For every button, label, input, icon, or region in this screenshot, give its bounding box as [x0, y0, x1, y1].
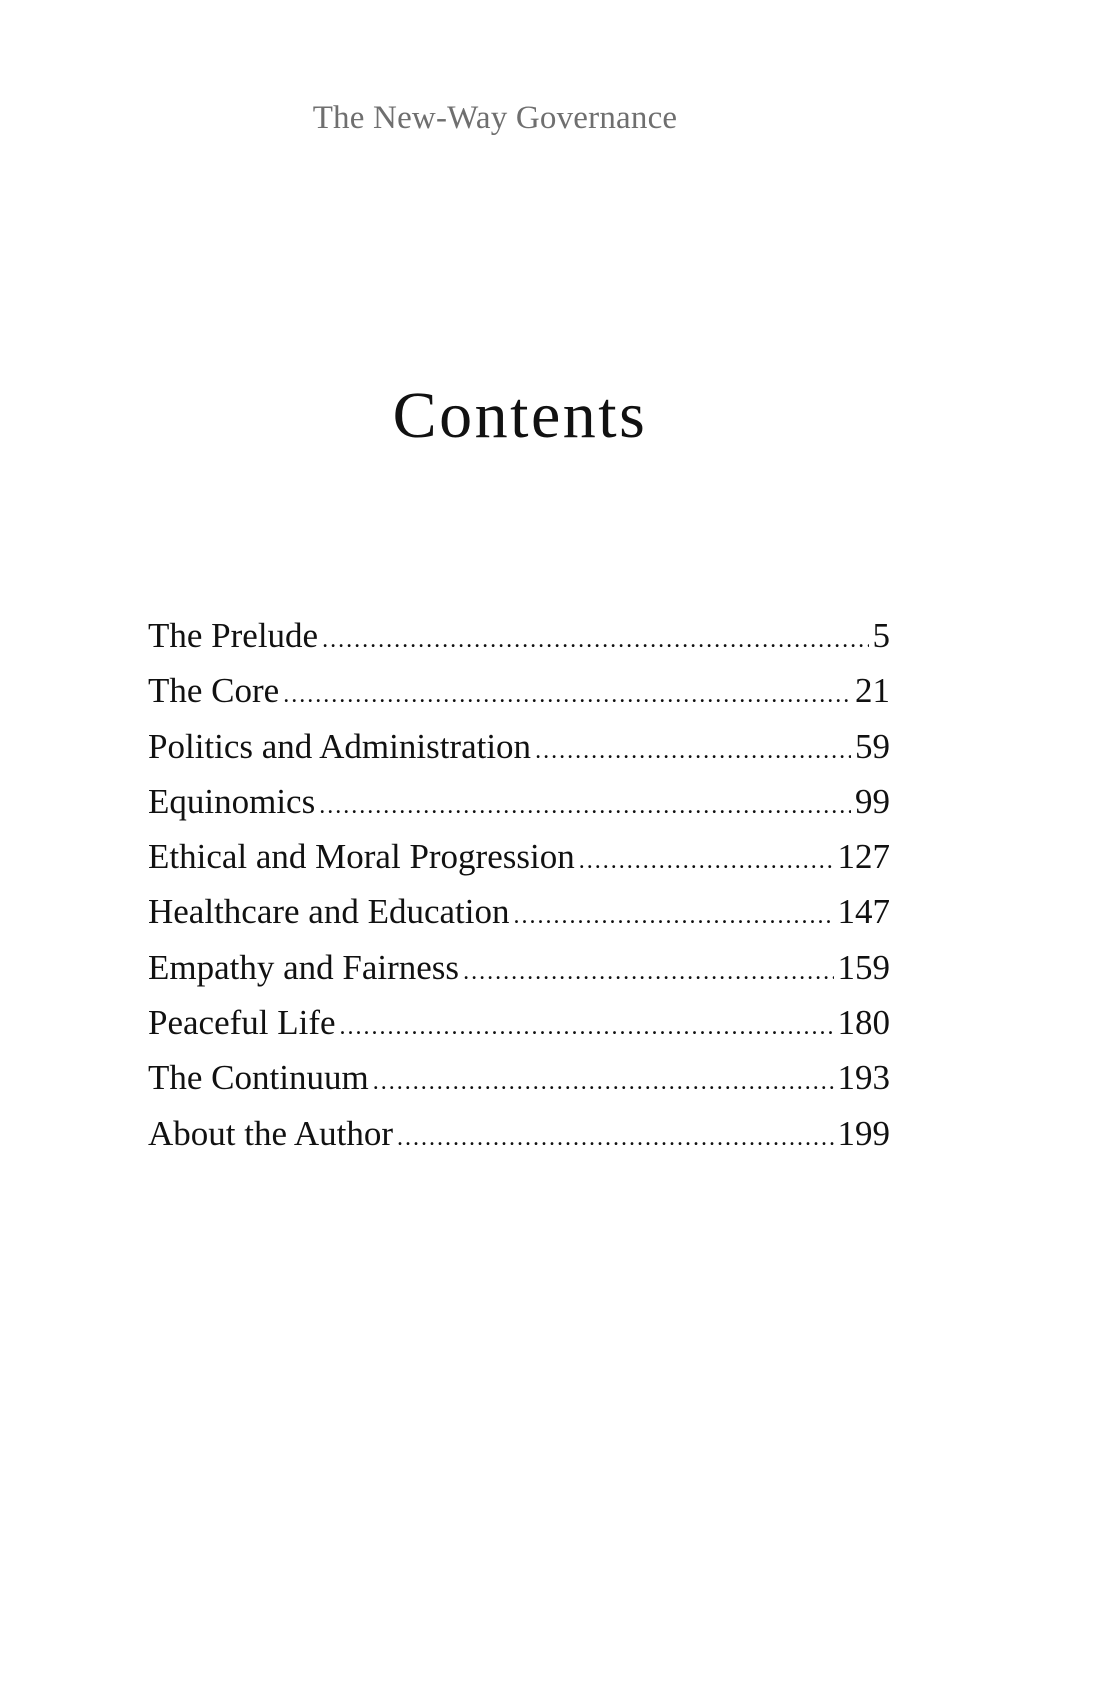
toc-dot-leader	[463, 945, 833, 1000]
toc-entry	[148, 663, 890, 718]
toc-entry-page: 99	[855, 781, 890, 821]
toc-dot-leader	[340, 1000, 834, 1055]
toc-entry	[148, 608, 890, 663]
toc-dot-leader	[579, 834, 834, 889]
toc-entry	[148, 995, 890, 1050]
toc-entry-title: Equinomics	[148, 781, 316, 821]
toc-entry-page: 199	[837, 1113, 890, 1153]
toc-entry-title: Peaceful Life	[148, 1003, 336, 1043]
toc-entry-title: The Continuum	[148, 1058, 369, 1098]
toc-entry-title: The Core	[148, 671, 280, 711]
toc-entry-title: About the Author	[148, 1113, 393, 1153]
toc-entry-page: 127	[837, 837, 890, 877]
toc-dot-leader	[373, 1055, 834, 1110]
toc-entry	[148, 829, 890, 884]
toc-entry	[148, 884, 890, 939]
toc-entry-title: Ethical and Moral Progression	[148, 837, 575, 877]
toc-dot-leader	[535, 724, 851, 779]
page-title: Contents	[392, 379, 648, 452]
toc-entry-page: 159	[837, 947, 890, 987]
toc-entry	[148, 719, 890, 774]
toc-entry-page: 193	[837, 1058, 890, 1098]
toc-entry-page: 147	[837, 892, 890, 932]
toc-entry-title: Politics and Administration	[148, 726, 532, 766]
toc-entry-page: 5	[872, 616, 890, 655]
toc-entry-page: 21	[855, 671, 890, 711]
toc-entry	[148, 940, 890, 995]
toc-entry	[148, 774, 890, 829]
running-header: The New-Way Governance	[312, 100, 678, 136]
toc-entry	[148, 1106, 890, 1161]
toc-dot-leader	[322, 613, 868, 668]
toc-dot-leader	[319, 779, 851, 834]
toc-entry-title: The Prelude	[148, 616, 319, 655]
toc-entry-page: 180	[837, 1003, 890, 1043]
toc-dot-leader	[513, 889, 833, 944]
toc-entry-page: 59	[855, 726, 890, 766]
toc-entry	[148, 1050, 890, 1105]
toc-entry-title: Empathy and Fairness	[148, 947, 460, 987]
toc-dot-leader	[283, 668, 851, 723]
toc-dot-leader	[397, 1111, 834, 1166]
table-of-contents	[148, 608, 890, 1161]
toc-entry-title: Healthcare and Education	[148, 892, 510, 932]
